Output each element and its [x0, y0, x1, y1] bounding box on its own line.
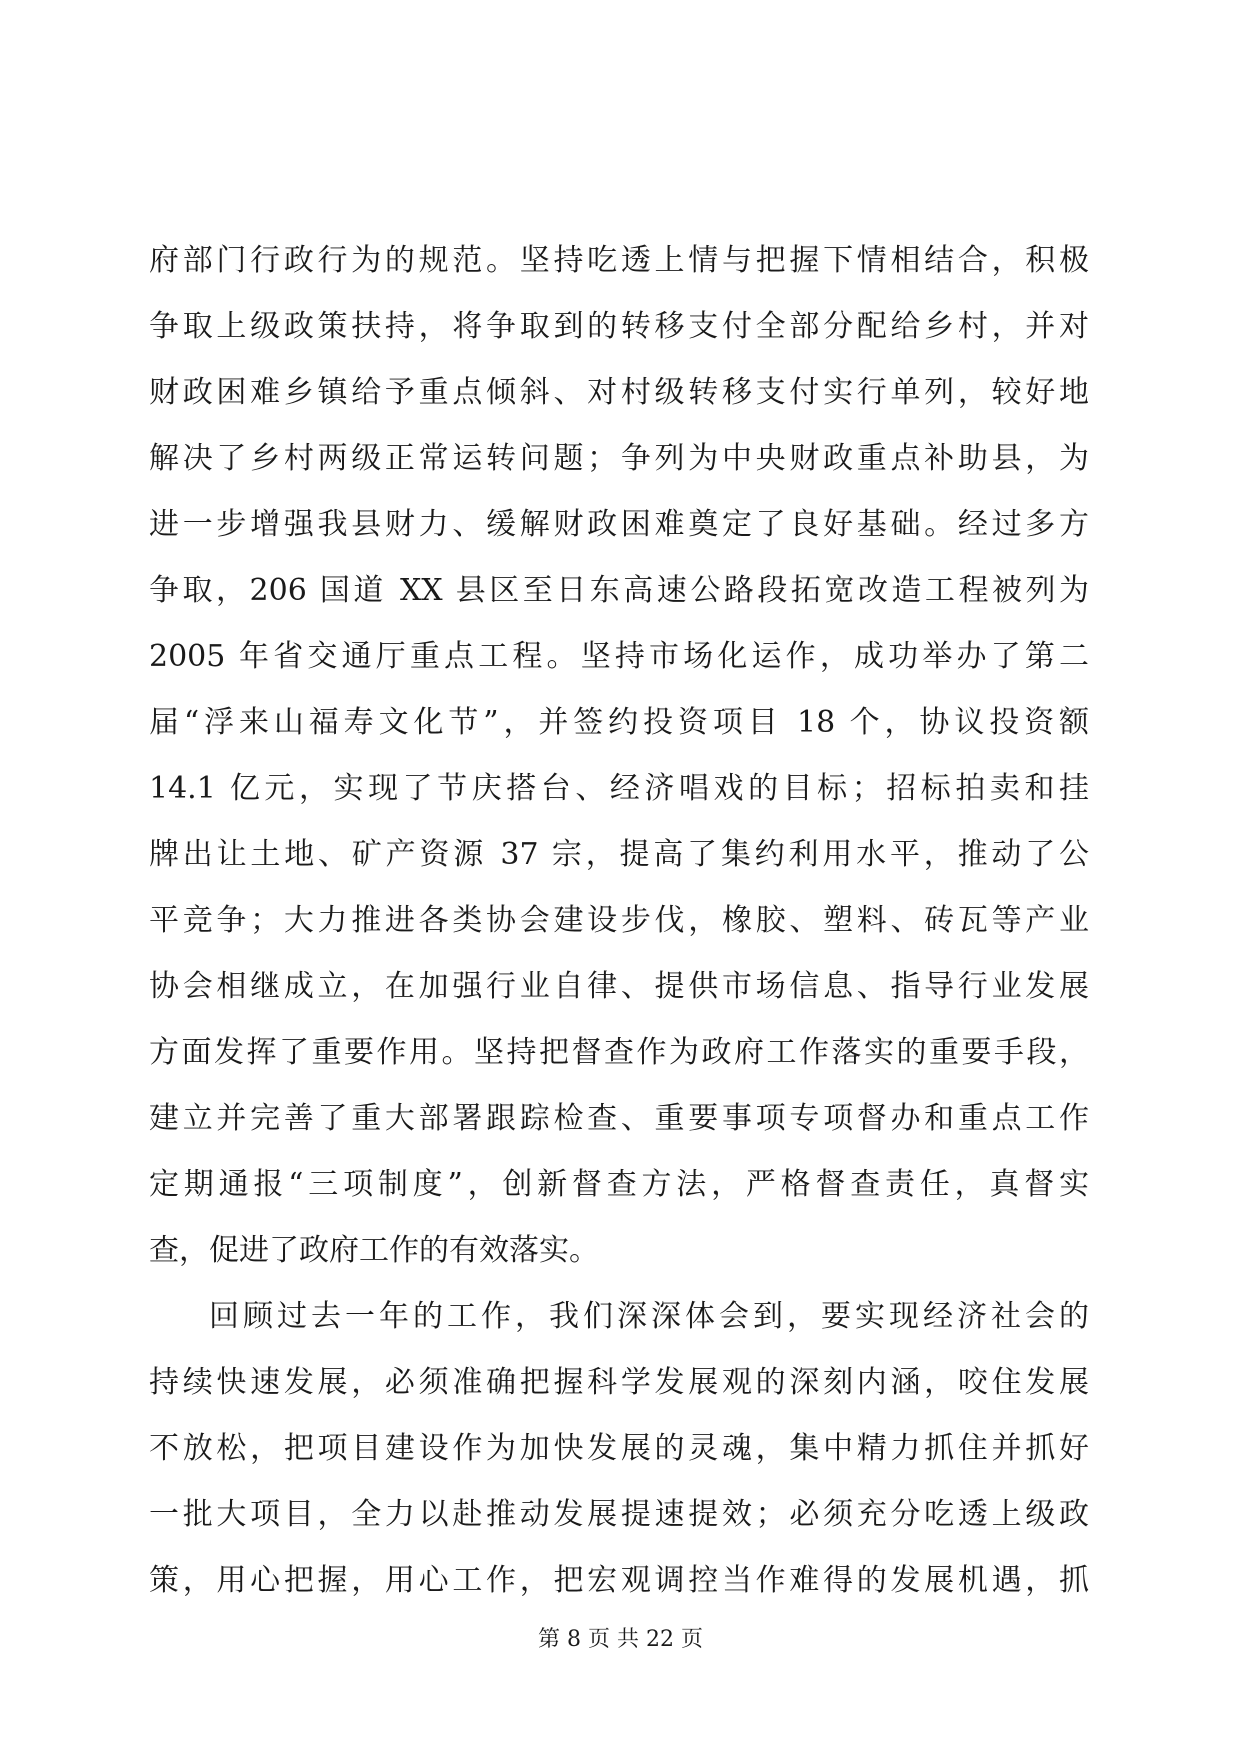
text-line: 持续快速发展，必须准确把握科学发展观的深刻内涵，咬住发展	[149, 1365, 1089, 1400]
text-line: 牌出让土地、矿产资源 37 宗，提高了集约利用水平，推动了公	[149, 837, 1089, 872]
text-line: 策，用心把握，用心工作，把宏观调控当作难得的发展机遇，抓	[149, 1563, 1089, 1598]
page-number-footer: 第 8 页 共 22 页	[538, 1627, 703, 1652]
text-line: 协会相继成立，在加强行业自律、提供市场信息、指导行业发展	[149, 969, 1089, 1004]
text-line: 争取，206 国道 XX 县区至日东高速公路段拓宽改造工程被列为	[149, 573, 1089, 608]
paragraph-first-line: 回顾过去一年的工作，我们深深体会到，要实现经济社会的	[209, 1299, 1089, 1334]
text-line: 方面发挥了重要作用。坚持把督查作为政府工作落实的重要手段，	[149, 1035, 1089, 1070]
text-line: 14.1 亿元，实现了节庆搭台、经济唱戏的目标；招标拍卖和挂	[149, 771, 1089, 806]
text-line: 届“浮来山福寿文化节”，并签约投资项目 18 个，协议投资额	[149, 705, 1089, 740]
text-line: 进一步增强我县财力、缓解财政困难奠定了良好基础。经过多方	[149, 507, 1089, 542]
text-line: 查，促进了政府工作的有效落实。	[149, 1233, 599, 1268]
text-line: 平竞争；大力推进各类协会建设步伐，橡胶、塑料、砖瓦等产业	[149, 903, 1089, 938]
text-line: 一批大项目，全力以赴推动发展提速提效；必须充分吃透上级政	[149, 1497, 1089, 1532]
body-text	[149, 228, 1089, 1614]
text-line: 定期通报“三项制度”，创新督查方法，严格督查责任，真督实	[149, 1167, 1089, 1202]
text-line: 财政困难乡镇给予重点倾斜、对村级转移支付实行单列，较好地	[149, 375, 1089, 410]
text-line: 2005 年省交通厅重点工程。坚持市场化运作，成功举办了第二	[149, 639, 1089, 674]
text-line: 建立并完善了重大部署跟踪检查、重要事项专项督办和重点工作	[149, 1101, 1089, 1136]
text-line: 争取上级政策扶持，将争取到的转移支付全部分配给乡村，并对	[149, 309, 1089, 344]
text-line: 府部门行政行为的规范。坚持吃透上情与把握下情相结合，积极	[149, 243, 1089, 278]
text-line: 不放松，把项目建设作为加快发展的灵魂，集中精力抓住并抓好	[149, 1431, 1089, 1466]
text-line: 解决了乡村两级正常运转问题；争列为中央财政重点补助县，为	[149, 441, 1089, 476]
